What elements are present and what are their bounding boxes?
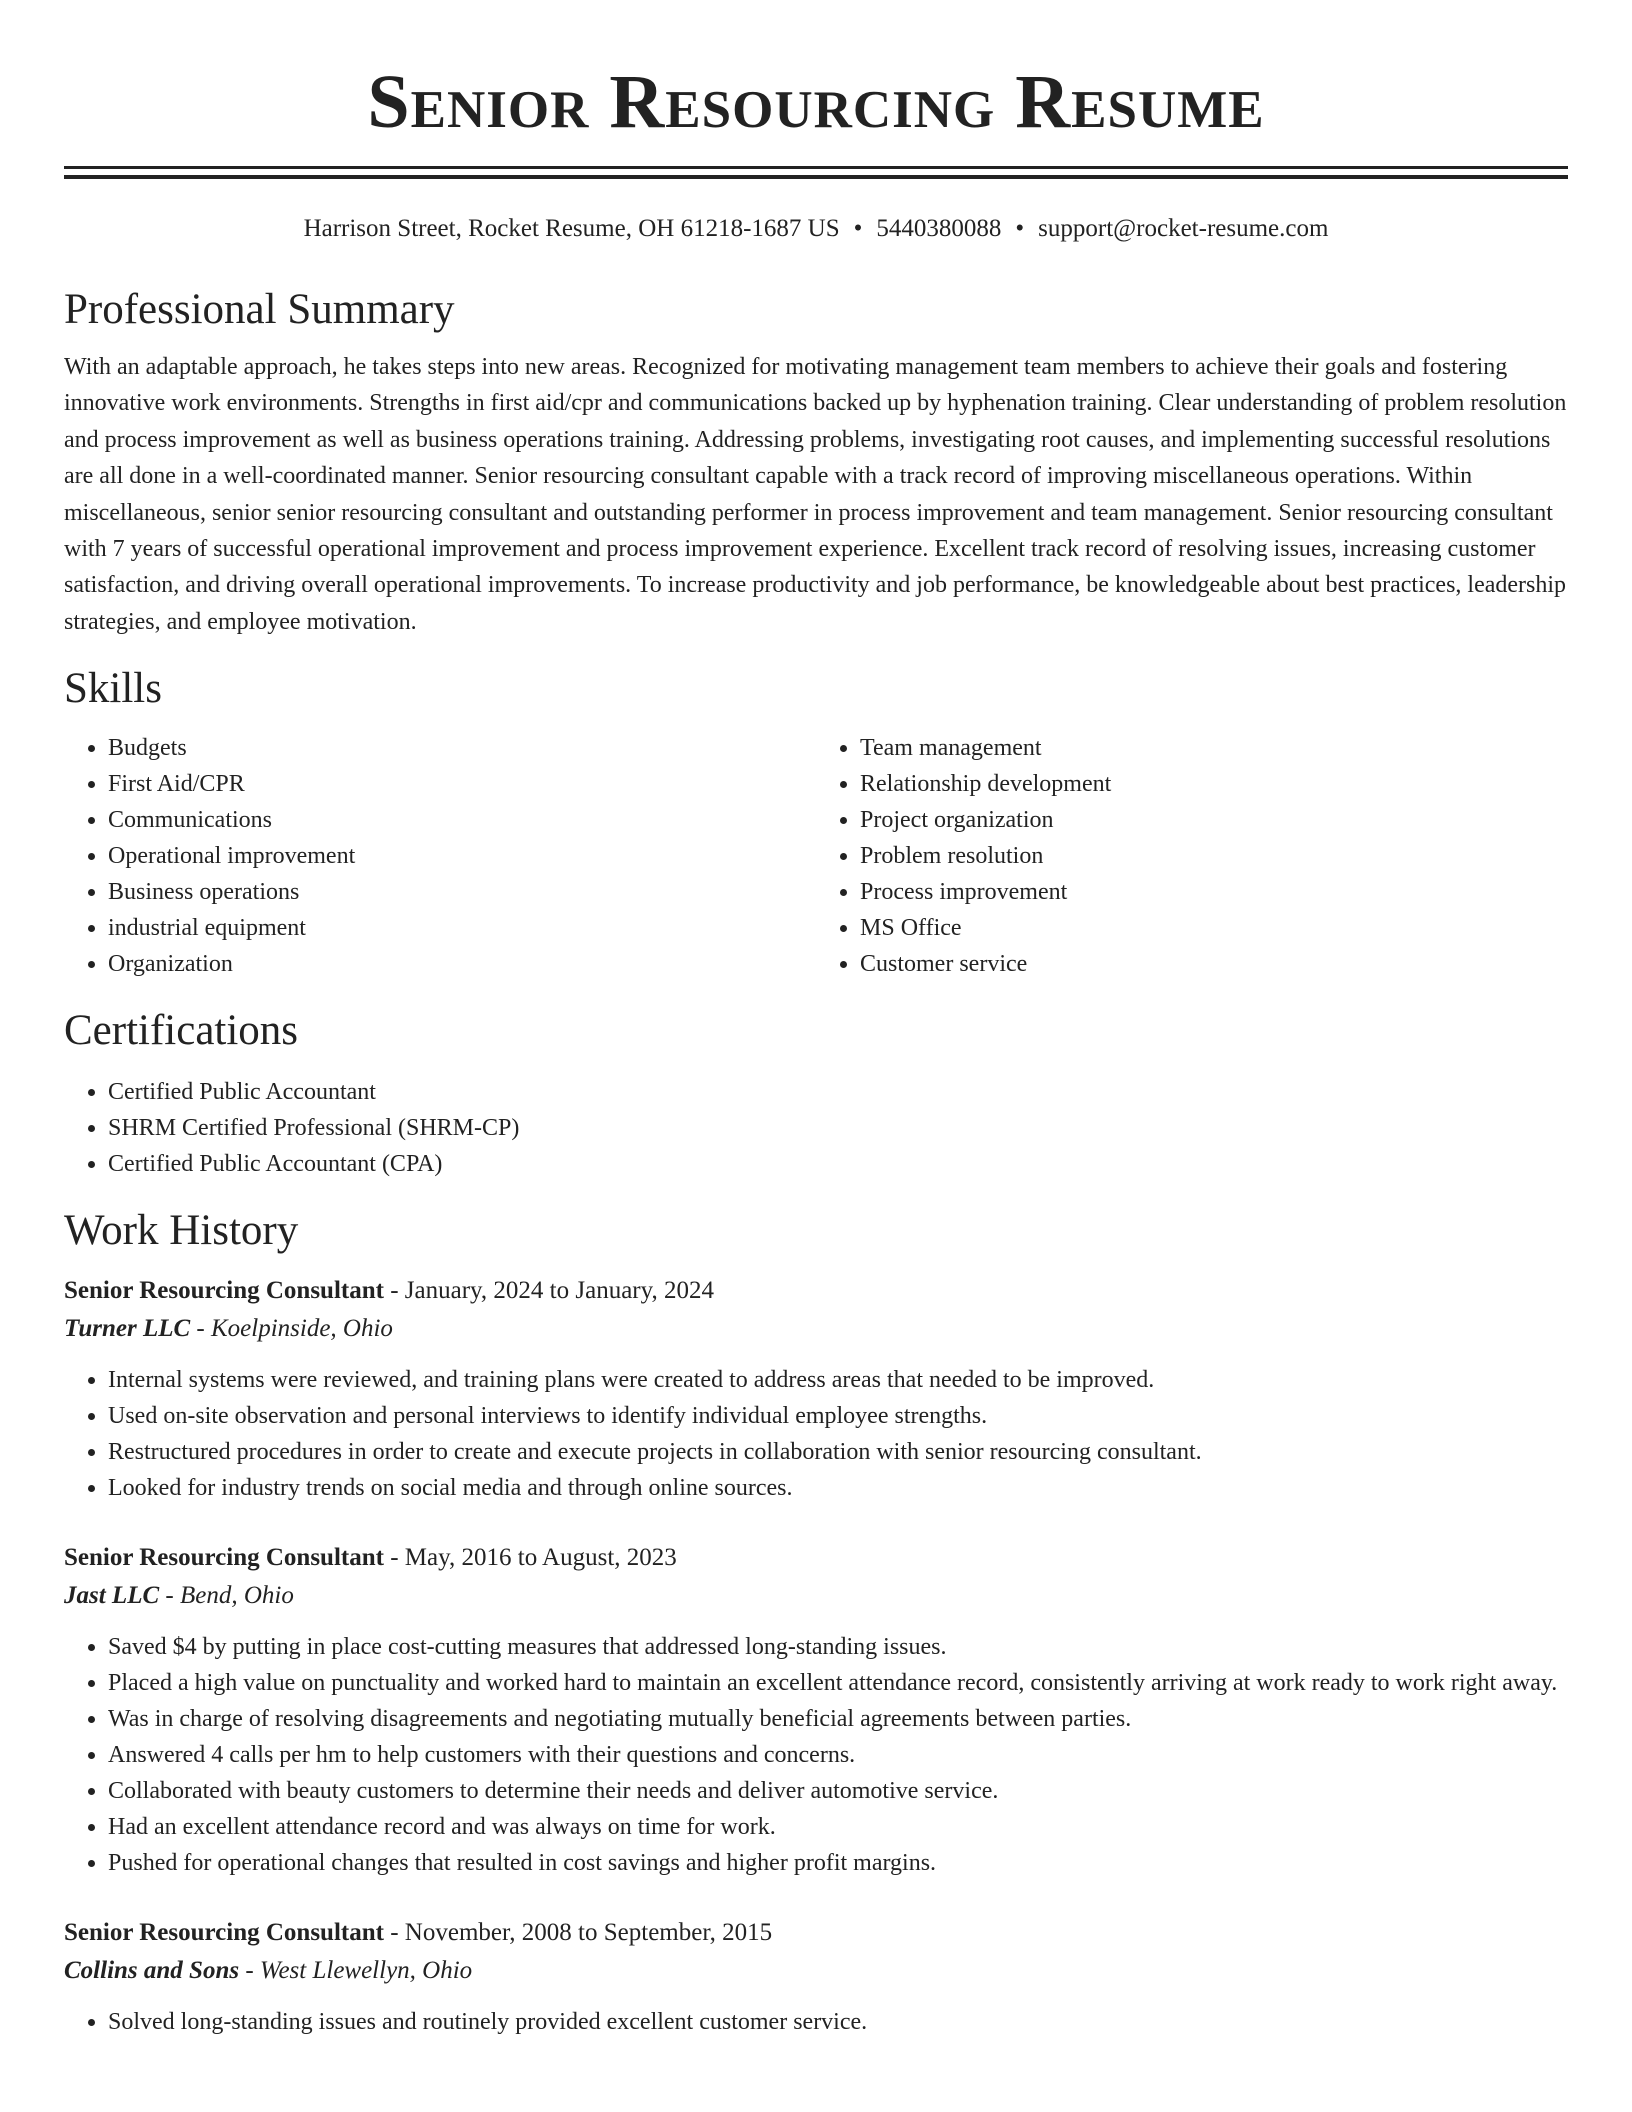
skill-item: • Process improvement (860, 874, 1568, 910)
certifications-heading: Certifications (64, 1007, 299, 1055)
job-bullet: • Solved long-standing issues and routinely provided excellent customer service. (108, 2004, 1568, 2040)
skill-item: • Relationship development (860, 766, 1568, 802)
skill-item: • First Aid/CPR (108, 766, 816, 802)
job-dates: - November, 2008 to September, 2015 (383, 1919, 773, 1947)
job-bullet: • Used on-site observation and personal interviews to identify individual employee strengths. (108, 1398, 1568, 1434)
certification-item: • SHRM Certified Professional (SHRM-CP) (108, 1110, 1568, 1146)
job-bullet: • Saved $4 by putting in place cost-cutting measures that addressed long-standing issues. (108, 1629, 1568, 1665)
job-company-line (64, 1310, 1568, 1348)
job-company: Jast LLC (64, 1582, 160, 1610)
certification-item: • Certified Public Accountant (CPA) (108, 1146, 1568, 1182)
work-history-heading: Work History (64, 1207, 299, 1255)
job-bullet: • Looked for industry trends on social media and through online sources. (108, 1470, 1568, 1506)
skill-item: • industrial equipment (108, 910, 816, 946)
job-company: Turner LLC (64, 1315, 191, 1343)
skill-item: • Business operations (108, 874, 816, 910)
skill-item: • Operational improvement (108, 838, 816, 874)
skill-item: • Budgets (108, 730, 816, 766)
job-location: - Koelpinside, Ohio (190, 1315, 393, 1343)
skill-item: • Project organization (860, 802, 1568, 838)
skill-item: • Customer service (860, 946, 1568, 982)
skills-list-left (64, 730, 816, 982)
skill-item: • Problem resolution (860, 838, 1568, 874)
job-bullets (64, 1362, 1568, 1506)
certification-item: • Certified Public Accountant (108, 1074, 1568, 1110)
skills-list-right (816, 730, 1568, 982)
job-bullet: • Was in charge of resolving disagreements and negotiating mutually beneficial agreements between parties. (108, 1701, 1568, 1737)
skill-item: • Organization (108, 946, 816, 982)
contact-phone: 5440380088 (876, 215, 1002, 242)
skills-heading: Skills (64, 665, 162, 713)
job-dates: - January, 2024 to January, 2024 (383, 1277, 714, 1305)
resume-title: Senior Resourcing Resume (367, 60, 1265, 144)
job-location: - West Llewellyn, Ohio (239, 1957, 473, 1985)
skills-columns (64, 730, 1568, 982)
job-bullets (64, 1629, 1568, 1881)
resume-page (64, 0, 1568, 2040)
job-company: Collins and Sons (64, 1957, 240, 1985)
job-company-line (64, 1952, 1568, 1990)
job-location: - Bend, Ohio (159, 1582, 294, 1610)
job-dates: - May, 2016 to August, 2023 (383, 1544, 677, 1572)
title-rule-top (64, 166, 1568, 169)
summary-text: With an adaptable approach, he takes steps into new areas. Recognized for motivating management team members to achieve their goals and fostering innovative work environments. Strengths in first aid/cpr and communications backed up by hyphenation training. Clear understanding of problem resolution and process improvement as well as business operations training. Addressing problems, investigating root causes, and implementing successful resolutions are all done in a well-coordinated manner. Senior resourcing consultant capable with a track record of improving miscellaneous operations. Within miscellaneous, senior senior resourcing consultant and outstanding performer in process improvement and team management. Senior resourcing consultant with 7 years of successful operational improvement and process improvement experience. Excellent track record of resolving issues, increasing customer satisfaction, and driving overall operational improvements. To increase productivity and job performance, be knowledgeable about best practices, leadership strategies, and employee motivation. (64, 354, 1567, 635)
job-title-line (64, 1539, 1568, 1577)
skill-item: • Communications (108, 802, 816, 838)
job-bullet: • Answered 4 calls per hm to help customers with their questions and concerns. (108, 1737, 1568, 1773)
job-bullet: • Restructured procedures in order to create and execute projects in collaboration with senior resourcing consultant. (108, 1434, 1568, 1470)
job-title: Senior Resourcing Consultant (64, 1277, 384, 1305)
contact-address: Harrison Street, Rocket Resume, OH 61218-1687 US (303, 215, 840, 242)
job-entry (64, 1914, 1568, 2040)
job-bullet: • Pushed for operational changes that resulted in cost savings and higher profit margins. (108, 1845, 1568, 1881)
job-bullets (64, 2004, 1568, 2040)
title-rule-bottom (64, 175, 1568, 179)
contact-line (64, 213, 1568, 245)
contact-separator: • (1015, 215, 1025, 242)
summary-heading: Professional Summary (64, 286, 455, 333)
job-bullet: • Had an excellent attendance record and was always on time for work. (108, 1809, 1568, 1845)
job-bullet: • Collaborated with beauty customers to determine their needs and deliver automotive service. (108, 1773, 1568, 1809)
job-entry (64, 1272, 1568, 1506)
job-company-line (64, 1577, 1568, 1615)
job-bullet: • Internal systems were reviewed, and training plans were created to address areas that needed to be improved. (108, 1362, 1568, 1398)
job-entry (64, 1539, 1568, 1881)
job-title: Senior Resourcing Consultant (64, 1919, 384, 1947)
contact-email: support@rocket-resume.com (1038, 215, 1329, 242)
skill-item: • Team management (860, 730, 1568, 766)
job-title: Senior Resourcing Consultant (64, 1544, 384, 1572)
skill-item: • MS Office (860, 910, 1568, 946)
certifications-list (64, 1074, 1568, 1182)
job-bullet: • Placed a high value on punctuality and worked hard to maintain an excellent attendance record, consistently arriving at work ready to work right away. (108, 1665, 1568, 1701)
job-title-line (64, 1272, 1568, 1310)
job-title-line (64, 1914, 1568, 1952)
contact-separator: • (853, 215, 863, 242)
